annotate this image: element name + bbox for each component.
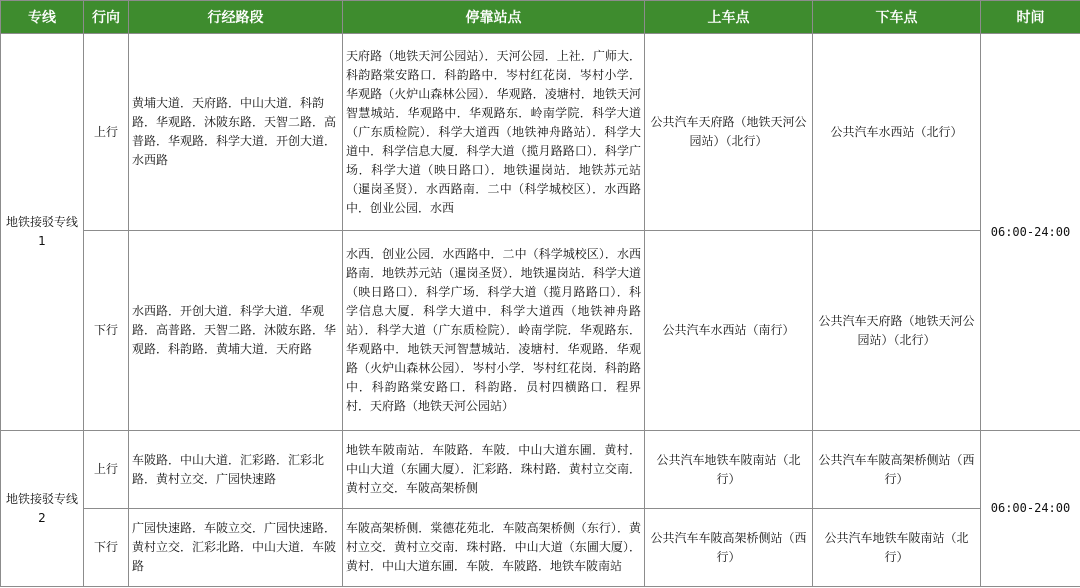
table-row — [1, 431, 1080, 509]
route-cell: 车陂路．中山大道．汇彩路．汇彩北路．黄村立交．广园快速路 — [129, 431, 343, 509]
time-cell: 06:00-24:00 — [981, 431, 1080, 587]
alighting-cell: 公共汽车水西站（北行） — [813, 34, 981, 231]
stops-cell: 地铁车陂南站．车陂路．车陂．中山大道东圃．黄村．中山大道（东圃大厦）．汇彩路．珠村路．黄村立交南．黄村立交．车陂高架桥侧 — [343, 431, 645, 509]
table-row — [1, 231, 1080, 431]
direction-cell: 上行 — [84, 34, 129, 231]
stops-cell: 天府路（地铁天河公园站）．天河公园．上社．广师大．科韵路棠安路口．科韵路中．岑村红花岗．岑村小学．华观路（火炉山森林公园）．华观路．凌塘村．地铁天河智慧城站．华观路中．华观路东．岭南学院．科学大道（广东质检院）．科学大道西（地铁神舟路站）．科学大道中．科学信息大厦．科学大道（揽月路路口）．科学广场．科学大道（映日路口）．地铁暹岗站．地铁苏元站（暹岗圣贤）．水西路南．二中（科学城校区）．水西路中．创业公园．水西 — [343, 34, 645, 231]
header-time: 时间 — [981, 1, 1080, 34]
direction-cell: 上行 — [84, 431, 129, 509]
route-cell: 水西路．开创大道．科学大道．华观路．高普路．天智二路．沐陂东路．华观路．科韵路．黄埔大道．天府路 — [129, 231, 343, 431]
alighting-cell: 公共汽车天府路（地铁天河公园站）（北行） — [813, 231, 981, 431]
route-cell: 黄埔大道．天府路．中山大道．科韵路．华观路．沐陂东路．天智二路．高普路．华观路．科学大道．开创大道．水西路 — [129, 34, 343, 231]
table-row — [1, 509, 1080, 587]
table-row — [1, 34, 1080, 231]
header-alighting-point: 下车点 — [813, 1, 981, 34]
stops-cell: 车陂高架桥侧．棠德花苑北．车陂高架桥侧（东行）．黄村立交．黄村立交南．珠村路．中山大道（东圃大厦）．黄村．中山大道东圃．车陂．车陂路．地铁车陂南站 — [343, 509, 645, 587]
alighting-cell: 公共汽车地铁车陂南站（北行） — [813, 509, 981, 587]
boarding-cell: 公共汽车天府路（地铁天河公园站）（北行） — [645, 34, 813, 231]
header-direction: 行向 — [84, 1, 129, 34]
boarding-cell: 公共汽车车陂高架桥侧站（西行） — [645, 509, 813, 587]
header-line: 专线 — [1, 1, 84, 34]
stops-cell: 水西．创业公园．水西路中．二中（科学城校区）．水西路南．地铁苏元站（暹岗圣贤）．地铁暹岗站．科学大道（映日路口）．科学广场．科学大道（揽月路路口）．科学信息大厦．科学大道中．科学大道西（地铁神舟路站）．科学大道（广东质检院）．岭南学院．华观路东．华观路中．地铁天河智慧城站．凌塘村．华观路．华观路（火炉山森林公园）．岑村小学．岑村红花岗．科韵路中．科韵路棠安路口．科韵路．员村四横路口．程界村．天府路（地铁天河公园站） — [343, 231, 645, 431]
direction-cell: 下行 — [84, 231, 129, 431]
boarding-cell: 公共汽车地铁车陂南站（北行） — [645, 431, 813, 509]
header-boarding-point: 上车点 — [645, 1, 813, 34]
line-name: 地铁接驳专线1 — [1, 34, 84, 431]
header-row — [1, 1, 1080, 34]
route-cell: 广园快速路．车陂立交．广园快速路．黄村立交．汇彩北路．中山大道．车陂路 — [129, 509, 343, 587]
boarding-cell: 公共汽车水西站（南行） — [645, 231, 813, 431]
direction-cell: 下行 — [84, 509, 129, 587]
header-stops: 停靠站点 — [343, 1, 645, 34]
time-cell: 06:00-24:00 — [981, 34, 1080, 431]
line-name: 地铁接驳专线2 — [1, 431, 84, 587]
header-route: 行经路段 — [129, 1, 343, 34]
alighting-cell: 公共汽车车陂高架桥侧站（西行） — [813, 431, 981, 509]
